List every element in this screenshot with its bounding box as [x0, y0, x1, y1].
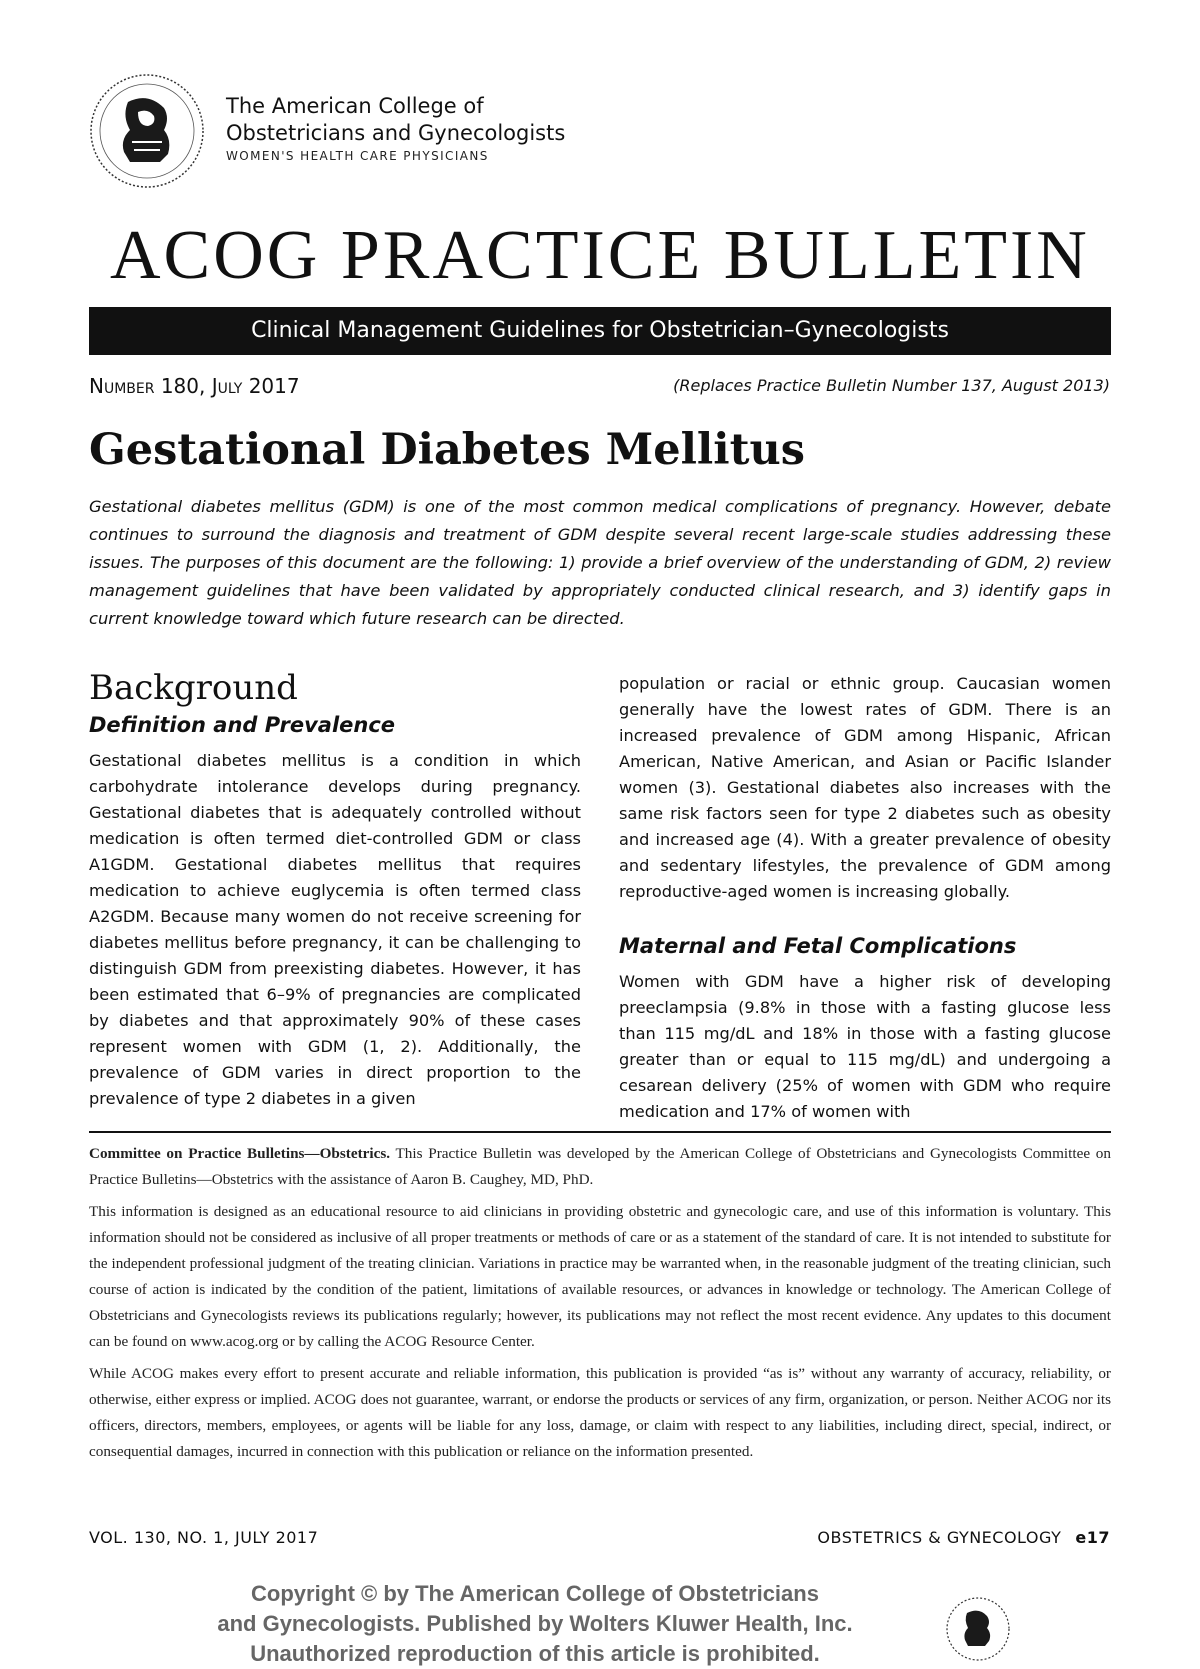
committee-label: Committee on Practice Bulletins—Obstetrics.	[89, 1145, 391, 1162]
document-title: Gestational Diabetes Mellitus	[89, 425, 805, 475]
paragraph-prevalence-continued: population or racial or ethnic group. Caucasian women generally have the lowest rates of GDM. There is an increased prevalence of GDM among Hispanic, African American, Native American, and Asian or Pacific Islander women (3). Gestational diabetes also increases with the same risk factors seen for type 2 diabetes such as obesity and increased age (4). With a greater prevalence of obesity and sedentary lifestyles, the prevalence of GDM among reproductive-aged women is increasing globally.	[619, 674, 1111, 901]
right-column	[619, 671, 1111, 1125]
paragraph-definition: Gestational diabetes mellitus is a condition in which carbohydrate intolerance develops during pregnancy. Gestational diabetes that is adequately controlled without medication is often termed diet-controlled GDM or class A1GDM. Gestational diabetes mellitus that requires medication to achieve euglycemia is often termed class A2GDM. Because many women do not receive screening for diabetes mellitus before pregnancy, it can be challenging to distinguish GDM from preexisting diabetes. However, it has been estimated that 6–9% of pregnancies are complicated by diabetes and that approximately 90% of these cases represent women with GDM (1, 2). Additionally, the prevalence of GDM varies in direct proportion to the prevalence of type 2 diabetes in a given	[89, 751, 581, 1108]
copyright-line3: Unauthorized reproduction of this article is prohibited.	[250, 1641, 820, 1666]
subheading-maternal-fetal: Maternal and Fetal Complications	[619, 934, 1017, 958]
abstract: Gestational diabetes mellitus (GDM) is one of the most common medical complications of pregnancy. However, debate continues to surround the diagnosis and treatment of GDM despite several recent large-scale studies addressing these issues. The purposes of this document are the following: 1) provide a brief overview of the understanding of GDM, 2) review management guidelines that have been validated by appropriately conducted clinical research, and 3) identify gaps in current knowledge toward which future research can be directed.	[89, 497, 1111, 628]
footer-volume: VOL. 130, NO. 1, JULY 2017	[89, 1528, 319, 1547]
copyright-line1: Copyright © by The American College of Obstetricians	[251, 1581, 819, 1606]
org-name-line2: Obstetricians and Gynecologists	[226, 121, 566, 145]
org-name-line1: The American College of	[226, 94, 484, 118]
left-column	[89, 666, 581, 1112]
disclaimer-educational: This information is designed as an educational resource to aid clinicians in providing obstetric and gynecologic care, and use of this information is voluntary. This information should not be considered as inclusive of all proper treatments or methods of care or as a statement of the standard of care. It is not intended to substitute for the independent professional judgment of the treating clinician. Variations in practice may be warranted when, in the reasonable judgment of the treating clinician, such course of action is indicated by the condition of the patient, limitations of available resources, or advances in knowledge or technology. The American College of Obstetricians and Gynecologists reviews its publications regularly; however, its publications may not reflect the most recent evidence. Any updates to this document can be found on www.acog.org or by calling the ACOG Resource Center.	[89, 1203, 1111, 1350]
guidelines-banner: Clinical Management Guidelines for Obstetrician–Gynecologists	[89, 307, 1111, 355]
page-number: e17	[1075, 1528, 1110, 1547]
subheading-definition-prevalence: Definition and Prevalence	[89, 713, 396, 737]
section-heading-background: Background	[89, 668, 298, 708]
copyright-line2: and Gynecologists. Published by Wolters Kluwer Health, Inc.	[217, 1611, 853, 1636]
bulletin-title: ACOG PRACTICE BULLETIN	[110, 217, 1090, 294]
issue-number: Number 180, July 2017	[89, 374, 300, 398]
organization-name	[226, 93, 565, 163]
acog-seal-logo	[88, 72, 206, 190]
paragraph-complications: Women with GDM have a higher risk of developing preeclampsia (9.8% in those with a fasting glucose less than 115 mg/dL and 18% in those with a fasting glucose greater than or equal to 115 mg/dL) and undergoing a cesarean delivery (25% of women with GDM who require medication and 17% of women with	[619, 972, 1111, 1121]
footer-journal: OBSTETRICS & GYNECOLOGY	[817, 1528, 1062, 1547]
copyright-notice	[150, 1579, 920, 1669]
footnote-divider	[89, 1131, 1111, 1133]
footnotes	[89, 1141, 1111, 1471]
acog-seal-small-logo	[945, 1596, 1011, 1662]
committee-note	[89, 1141, 1111, 1193]
committee-text: This Practice Bulletin was developed by the American College of Obstetricians and Gynecologists Committee on Practice Bulletins—Obstetrics with the assistance of Aaron B. Caughey, MD, PhD.	[89, 1145, 1111, 1188]
footer-journal-block	[817, 1528, 1110, 1547]
replaces-note: (Replaces Practice Bulletin Number 137, August 2013)	[673, 376, 1110, 395]
org-tagline: WOMEN'S HEALTH CARE PHYSICIANS	[226, 149, 489, 163]
disclaimer-warranty: While ACOG makes every effort to present accurate and reliable information, this publication is provided “as is” without any warranty of accuracy, reliability, or otherwise, either express or implied. ACOG does not guarantee, warrant, or endorse the products or services of any firm, organization, or person. Neither ACOG nor its officers, directors, members, employees, or agents will be liable for any loss, damage, or claim with respect to any liabilities, including direct, special, indirect, or consequential damages, incurred in connection with this publication or reliance on the information presented.	[89, 1365, 1111, 1460]
